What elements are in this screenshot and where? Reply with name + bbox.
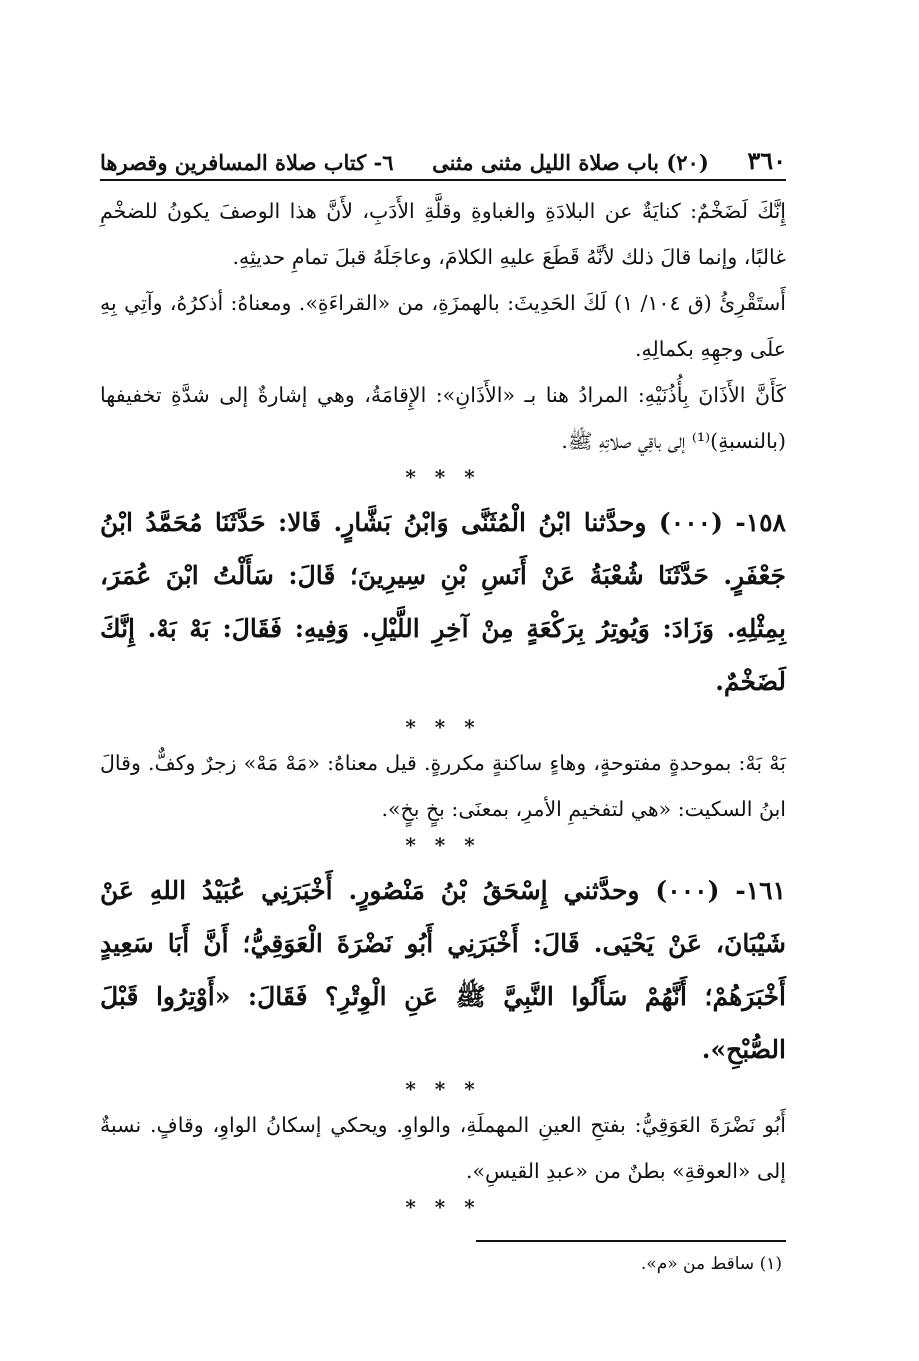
commentary-paragraph: كَأَنَّ الأَذَانَ بِأُذُنَيْهِ: المرادُ هنا بـ «الأَذَانِ»: الإِقامَةُ، وهي إشارةٌ إلى شدَّةِ تخفيفها (بالنسبةِ)⁽¹⁾ إلى باقِي صلاتِهِ ﷺ.: [100, 383, 786, 453]
hadith-text: ١٥٨- (٠٠٠) وحدَّثنا ابْنُ الْمُثَنَّى وَابْنُ بَشَّارٍ. قَالا: حَدَّثَنَا مُحَمَّدُ ابْنُ جَعْفَرٍ. حَدَّثَنَا شُعْبَةُ عَنْ أَنَسِ بْنِ سِيرِينَ؛ قَالَ: سَأَلْتُ ابْنَ عُمَرَ، بِمِثْلِهِ. وَزَادَ: وَيُوتِرُ بِرَكْعَةٍ مِنْ آخِرِ اللَّيْلِ. وَفِيهِ: فَقَالَ: بَهْ بَهْ. إِنَّكَ لَضَخْمٌ.: [100, 508, 786, 696]
section-divider: * * *: [405, 1077, 481, 1101]
page-number: ٣٦٠: [747, 146, 786, 175]
hadith-text: ١٦١- (٠٠٠) وحدَّثني إِسْحَقُ بْنُ مَنْصُورٍ. أَخْبَرَنِي عُبَيْدُ اللهِ عَنْ شَيْبَانَ، عَنْ يَحْيَى. قَالَ: أَخْبَرَنِي أَبُو نَضْرَةَ الْعَوَقِيُّ؛ أَنَّ أَبَا سَعِيدٍ أَخْبَرَهُمْ؛ أَنَّهُمْ سَأَلُوا النَّبِيَّ ﷺ عَنِ الْوِتْرِ؟ فَقَالَ: «أَوْتِرُوا قَبْلَ الصُّبْحِ».: [100, 876, 786, 1064]
page-header: [100, 141, 786, 181]
section-divider: * * *: [405, 1195, 481, 1219]
page-body: [100, 188, 786, 1220]
section-divider: * * *: [405, 715, 481, 739]
commentary-paragraph: أَبُو نَضْرَةَ العَوَقِيُّ: بفتحِ العينِ المهملَةِ، والواوِ. ويحكي إسكانُ الواوِ، وقافٍ. نسبةٌ إلى «العوقةِ» بطنٌ من «عبدِ القيسِ».: [100, 1113, 786, 1183]
section-divider: * * *: [405, 465, 481, 489]
chapter-title: (٢٠) باب صلاة الليل مثنى مثنى: [432, 150, 709, 175]
footnote-separator: [476, 1240, 786, 1242]
commentary-paragraph: بَهْ بَهْ: بموحدةٍ مفتوحةٍ، وهاءٍ ساكنةٍ مكررةٍ. قيل معناهُ: «مَهْ مَهْ» زجرٌ وكفٌّ. وقالَ ابنُ السكيت: «هي لتفخيمِ الأمرِ، بمعنَى: بخٍ بخٍ».: [100, 751, 786, 821]
footnote: (١) ساقط من «م».: [640, 1254, 782, 1274]
book-title: ٦- كتاب صلاة المسافرين وقصرها: [100, 150, 394, 175]
commentary-paragraph: أَستَقْرِئُ (ق ١٠٤/ ١) لَكَ الحَدِيثَ: بالهمزَةِ، من «القراءَةِ». ومعناهُ: أذكرُهُ، وآتِي بِهِ علَى وجهِهِ بكمالِهِ.: [100, 291, 786, 361]
commentary-paragraph: إِنَّكَ لَضَخْمٌ: كنايَةٌ عن البلادَةِ والغباوةِ وقلَّةِ الأَدَبِ، لأَنَّ هذا الوصفَ يكونُ للضخْمِ غالبًا، وإنما قالَ ذلك لأنَّهُ قَطَعَ عليهِ الكلامَ، وعاجَلَهُ قبلَ تمامِ حديثِهِ.: [100, 199, 786, 269]
section-divider: * * *: [405, 833, 481, 857]
